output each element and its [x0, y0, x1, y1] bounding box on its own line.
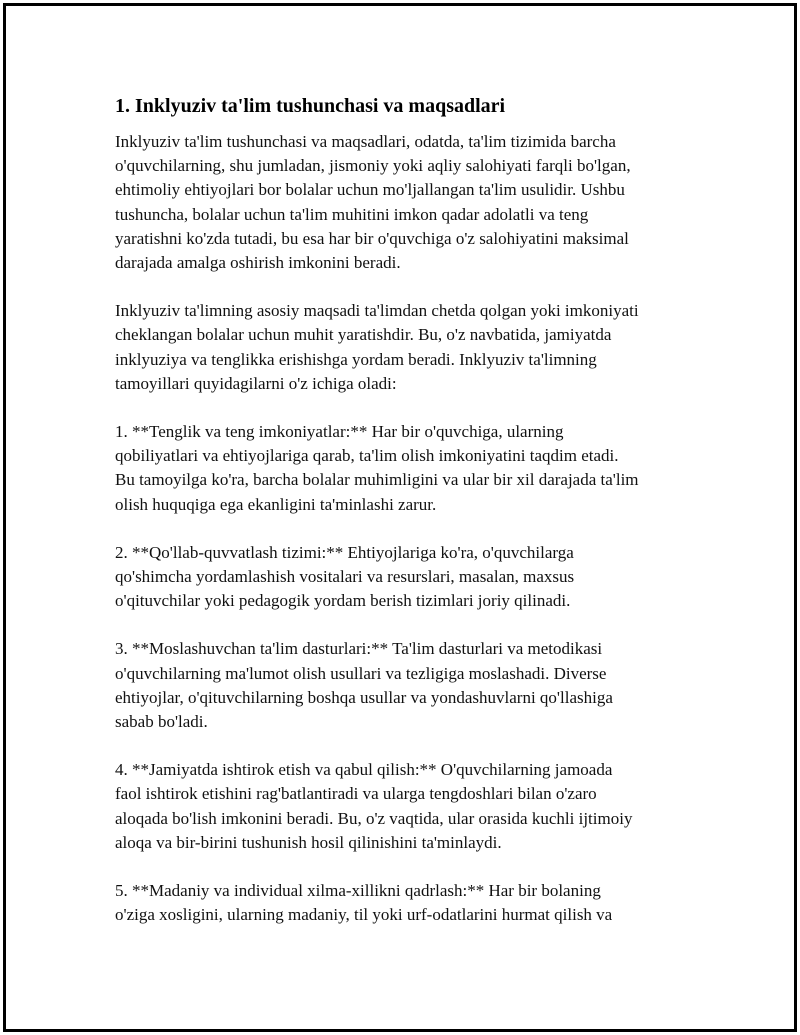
paragraph-line: yaratishni ko'zda tutadi, bu esa har bir o'quvchiga o'z salohiyatini maksimal	[115, 228, 629, 248]
list-item-3	[115, 637, 695, 734]
paragraph-line: olish huquqiga ega ekanligini ta'minlashi zarur.	[115, 494, 437, 514]
paragraph-line: faol ishtirok etishini rag'batlantiradi va ularga tengdoshlari bilan o'zaro	[115, 784, 597, 804]
paragraph-line: aloqada bo'lish imkonini beradi. Bu, o'z vaqtida, ular orasida kuchli ijtimoiy	[115, 808, 633, 828]
paragraph-line: 5. **Madaniy va individual xilma-xillikni qadrlash:** Har bir bolaning	[115, 881, 601, 901]
paragraph-line: 3. **Moslashuvchan ta'lim dasturlari:** Ta'lim dasturlari va metodikasi	[115, 639, 603, 659]
paragraph-goals	[115, 299, 695, 396]
paragraph-line: 1. **Tenglik va teng imkoniyatlar:** Har bir o'quvchiga, ularning	[115, 422, 564, 442]
paragraph-line: qobiliyatlari va ehtiyojlariga qarab, ta'lim olish imkoniyatini taqdim etadi.	[115, 446, 619, 466]
paragraph-line: Inklyuziv ta'limning asosiy maqsadi ta'limdan chetda qolgan yoki imkoniyati	[115, 301, 639, 321]
list-item-4	[115, 758, 695, 855]
paragraph-line: tamoyillari quyidagilarni o'z ichiga oladi:	[115, 373, 397, 393]
paragraph-line: o'qituvchilar yoki pedagogik yordam berish tizimlari joriy qilinadi.	[115, 591, 571, 611]
paragraph-line: ehtimoliy ehtiyojlari bor bolalar uchun mo'ljallangan ta'lim usulidir. Ushbu	[115, 180, 625, 200]
section-heading: 1. Inklyuziv ta'lim tushunchasi va maqsadlari	[115, 95, 506, 117]
paragraph-line: o'quvchilarning ma'lumot olish usullari va tezligiga moslashadi. Diverse	[115, 663, 607, 683]
paragraph-line: ehtiyojlar, o'qituvchilarning boshqa usullar va yondashuvlarni qo'llashiga	[115, 687, 613, 707]
paragraph-line: cheklangan bolalar uchun muhit yaratishdir. Bu, o'z navbatida, jamiyatda	[115, 325, 612, 345]
document-body	[115, 92, 695, 951]
paragraph-line: tushuncha, bolalar uchun ta'lim muhitini imkon qadar adolatli va teng	[115, 204, 589, 224]
list-item-2	[115, 541, 695, 614]
paragraph-line: o'quvchilarning, shu jumladan, jismoniy yoki aqliy salohiyati farqli bo'lgan,	[115, 156, 631, 176]
paragraph-intro	[115, 130, 695, 275]
paragraph-line: 4. **Jamiyatda ishtirok etish va qabul qilish:** O'quvchilarning jamoada	[115, 760, 613, 780]
paragraph-line: inklyuziya va tenglikka erishishga yordam beradi. Inklyuziv ta'limning	[115, 349, 597, 369]
paragraph-line: darajada amalga oshirish imkonini beradi.	[115, 253, 401, 273]
list-item-5	[115, 879, 695, 927]
paragraph-line: Bu tamoyilga ko'ra, barcha bolalar muhimligini va ular bir xil darajada ta'lim	[115, 470, 639, 490]
paragraph-line: qo'shimcha yordamlashish vositalari va resurslari, masalan, maxsus	[115, 567, 575, 587]
paragraph-line: 2. **Qo'llab-quvvatlash tizimi:** Ehtiyojlariga ko'ra, o'quvchilarga	[115, 542, 574, 562]
paragraph-line: sabab bo'ladi.	[115, 712, 208, 732]
list-item-1	[115, 420, 695, 517]
paragraph-line: Inklyuziv ta'lim tushunchasi va maqsadlari, odatda, ta'lim tizimida barcha	[115, 132, 616, 151]
paragraph-line: aloqa va bir-birini tushunish hosil qilinishini ta'minlaydi.	[115, 832, 502, 852]
paragraph-line: o'ziga xosligini, ularning madaniy, til yoki urf-odatlarini hurmat qilish va	[115, 905, 613, 925]
